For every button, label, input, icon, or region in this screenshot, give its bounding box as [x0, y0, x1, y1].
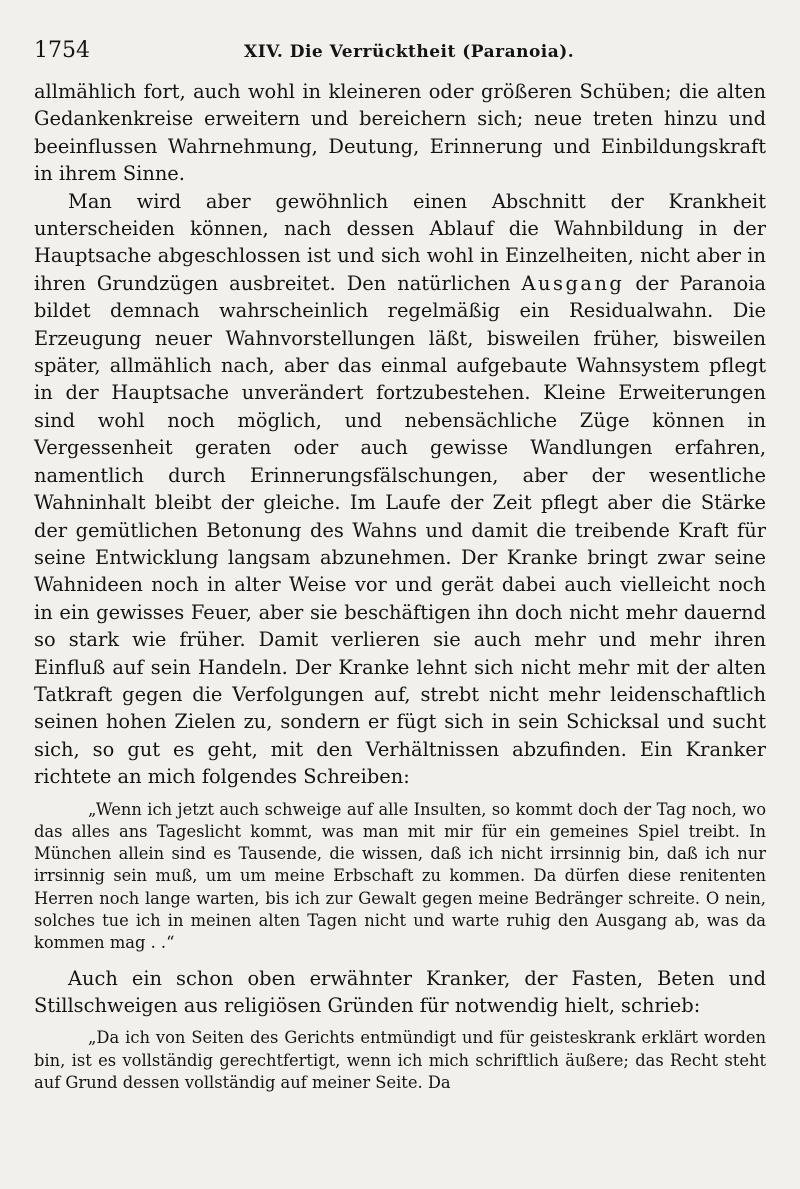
paragraph-continued: allmählich fort, auch wohl in kleineren oder größeren Schüben; die alten Gedankenkreise erweitern und bereichern sich; neue treten hinzu und beeinflussen Wahrnehmung, Deutung, Erinnerung und Einbildungskraft in ihrem Sinne.: [34, 80, 766, 186]
paragraph-second-patient: Auch ein schon oben erwähnter Kranker, der Fasten, Beten und Stillschweigen aus religiösen Gründen für notwendig hielt, schrieb:: [34, 966, 766, 1018]
paragraph-course: [34, 188, 766, 791]
running-head: XIV. Die Verrücktheit (Paranoia).: [244, 42, 575, 62]
paragraph-text: Man wird aber gewöhnlich einen Abschnitt der Krankheit unterscheiden können, nach dessen Ablauf die Wahnbildung in der Hauptsache abgeschlossen ist und sich wohl in Einzelheiten, nicht aber in ihren Grundzügen ausbreitet. Den natürlichen: [34, 189, 766, 295]
page-header: [34, 38, 766, 68]
page-number: 1754: [34, 38, 90, 63]
patient-letter-quote: „Wenn ich jetzt auch schweige auf alle Insulten, so kommt doch der Tag noch, wo das alles ans Tageslicht kommt, was man mit mir für ein gemeines Spiel treibt. In München allein sind es Tausende, die wissen, daß ich nicht irrsinnig bin, daß ich nur irrsinnig sein muß, um um meine Erbschaft zu kommen. Da dürfen diese renitenten Herren noch lange warten, bis ich zur Gewalt gegen meine Bedränger schreite. O nein, solches tue ich in meinen alten Tagen nicht und warte ruhig den Ausgang ab, was da kommen mag . .“: [34, 799, 766, 953]
patient-letter-quote: „Da ich von Seiten des Gerichts entmündigt und für geisteskrank erklärt worden bin, ist es vollständig gerechtfertigt, wenn ich mich schriftlich äußere; das Recht steht auf Grund dessen vollständig auf meiner Seite. Da: [34, 1028, 766, 1093]
paragraph-text: der Paranoia bildet demnach wahrscheinlich regelmäßig ein Residualwahn. Die Erzeugung neuer Wahnvorstellungen läßt, bisweilen früher, bisweilen später, allmählich nach, aber das einmal aufgebaute Wahnsystem pflegt in der Hauptsache unverändert fortzubestehen. Kleine Erweiterungen sind wohl noch möglich, und nebensächliche Züge können in Vergessenheit geraten oder auch gewisse Wandlungen erfahren, namentlich durch Erinnerungsfälschungen, aber der wesentliche Wahninhalt bleibt der gleiche. Im Laufe der Zeit pflegt aber die Stärke der gemütlichen Betonung des Wahns und damit die treibende Kraft für seine Entwicklung langsam abzunehmen. Der Kranke bringt zwar seine Wahnideen noch in alter Weise vor und gerät dabei auch vielleicht noch in ein gewisses Feuer, aber sie beschäftigen ihn doch nicht mehr dauernd so stark wie früher. Damit verlieren sie auch mehr und mehr ihren Einfluß auf sein Handeln. Der Kranke lehnt sich nicht mehr mit der alten Tatkraft gegen die Verfolgungen auf, strebt nicht mehr leidenschaftlich seinen hohen Zielen zu, sondern er fügt sich in sein Schicksal und sucht sich, so gut es geht, mit den Verhältnissen abzufinden. Ein Kranker richtete an mich folgendes Schreiben:: [34, 271, 766, 789]
emphasized-term: Ausgang: [521, 271, 625, 295]
